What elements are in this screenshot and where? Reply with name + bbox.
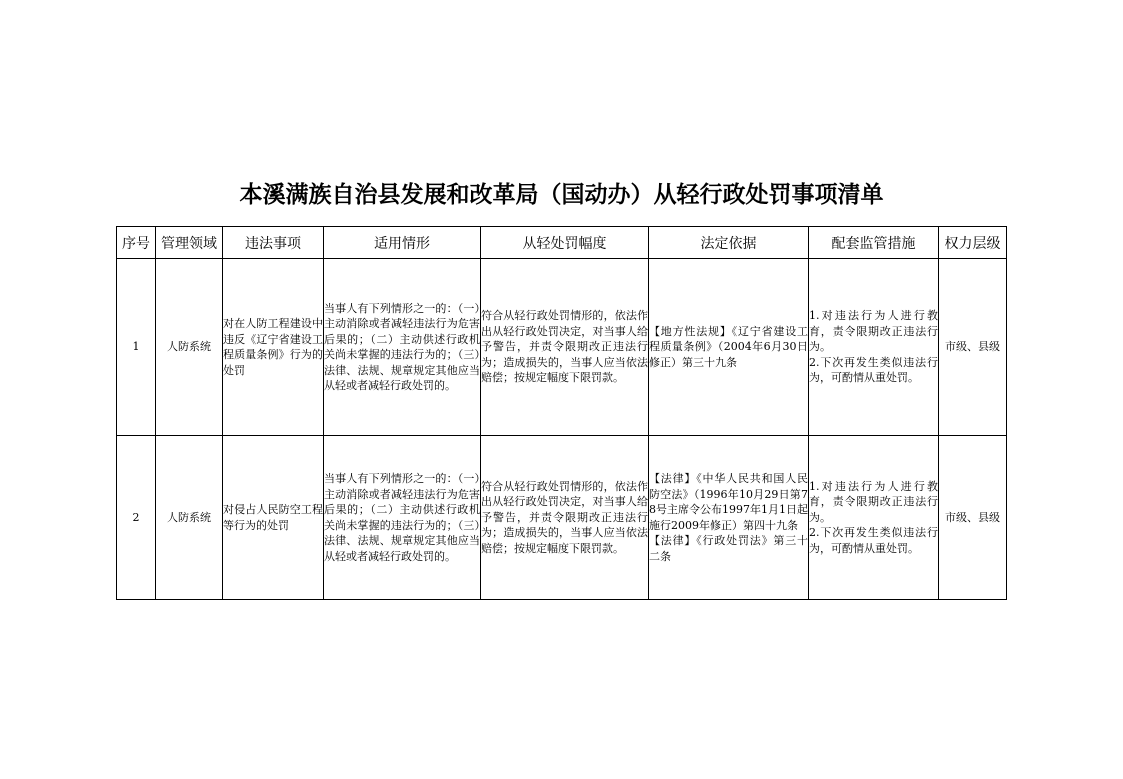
- measure-item: 1.对违法行为人进行教育，责令限期改正违法行为。: [809, 479, 938, 524]
- row-penalty-range: 符合从轻行政处罚情形的，依法作出从轻行政处罚决定，对当事人给予警告，并责令限期改正违法行为；造成损失的，当事人应当依法赔偿；按规定幅度下限罚款。: [481, 259, 649, 436]
- row-circumstances: 当事人有下列情形之一的：（一）主动消除或者减轻违法行为危害后果的；（二）主动供述行政机关尚未掌握的违法行为的；（三）法律、法规、规章规定其他应当从轻或者减轻行政处罚的。: [324, 259, 481, 436]
- row-penalty-range: 符合从轻行政处罚情形的，依法作出从轻行政处罚决定，对当事人给予警告，并责令限期改正违法行为；造成损失的，当事人应当依法赔偿；按规定幅度下限罚款。: [481, 436, 649, 600]
- header-supervision-measures: 配套监管措施: [809, 227, 939, 259]
- header-penalty-range: 从轻处罚幅度: [481, 227, 649, 259]
- penalty-list-table: [116, 226, 1007, 600]
- row-serial: 1: [117, 259, 156, 436]
- legal-basis-item: 【法律】《中华人民共和国人民防空法》（1996年10月29日第78号主席令公布1997年1月1日起施行2009年修正）第四十九条: [649, 472, 808, 532]
- header-violation: 违法事项: [223, 227, 324, 259]
- measure-item: 2.下次再发生类似违法行为，可酌情从重处罚。: [809, 355, 938, 385]
- header-legal-basis: 法定依据: [649, 227, 809, 259]
- header-serial: 序号: [117, 227, 156, 259]
- header-authority-level: 权力层级: [939, 227, 1007, 259]
- header-circumstances: 适用情形: [324, 227, 481, 259]
- row-authority-level: 市级、县级: [939, 259, 1007, 436]
- page-title: 本溪满族自治县发展和改革局（国动办）从轻行政处罚事项清单: [239, 182, 884, 208]
- row-supervision-measures: [809, 259, 939, 436]
- row-violation: 对侵占人民防空工程等行为的处罚: [223, 436, 324, 600]
- row-legal-basis: [649, 436, 809, 600]
- header-domain: 管理领域: [156, 227, 223, 259]
- row-domain: 人防系统: [156, 436, 223, 600]
- measure-item: 2.下次再发生类似违法行为，可酌情从重处罚。: [809, 526, 938, 555]
- table-row: [117, 259, 1007, 436]
- table-header-row: [117, 227, 1007, 259]
- row-authority-level: 市级、县级: [939, 436, 1007, 600]
- row-violation: 对在人防工程建设中违反《辽宁省建设工程质量条例》行为的处罚: [223, 259, 324, 436]
- row-circumstances: 当事人有下列情形之一的：（一）主动消除或者减轻违法行为危害后果的；（二）主动供述行政机关尚未掌握的违法行为的；（三）法律、法规、规章规定其他应当从轻或者减轻行政处罚的。: [324, 436, 481, 600]
- row-supervision-measures: [809, 436, 939, 600]
- row-legal-basis: 【地方性法规】《辽宁省建设工程质量条例》（2004年6月30日修正）第三十九条: [649, 259, 809, 436]
- measure-item: 1.对违法行为人进行教育，责令限期改正违法行为。: [809, 309, 938, 354]
- legal-basis-item: 【法律】《行政处罚法》第三十二条: [649, 534, 808, 563]
- row-domain: 人防系统: [156, 259, 223, 436]
- table-row: [117, 436, 1007, 600]
- row-serial: 2: [117, 436, 156, 600]
